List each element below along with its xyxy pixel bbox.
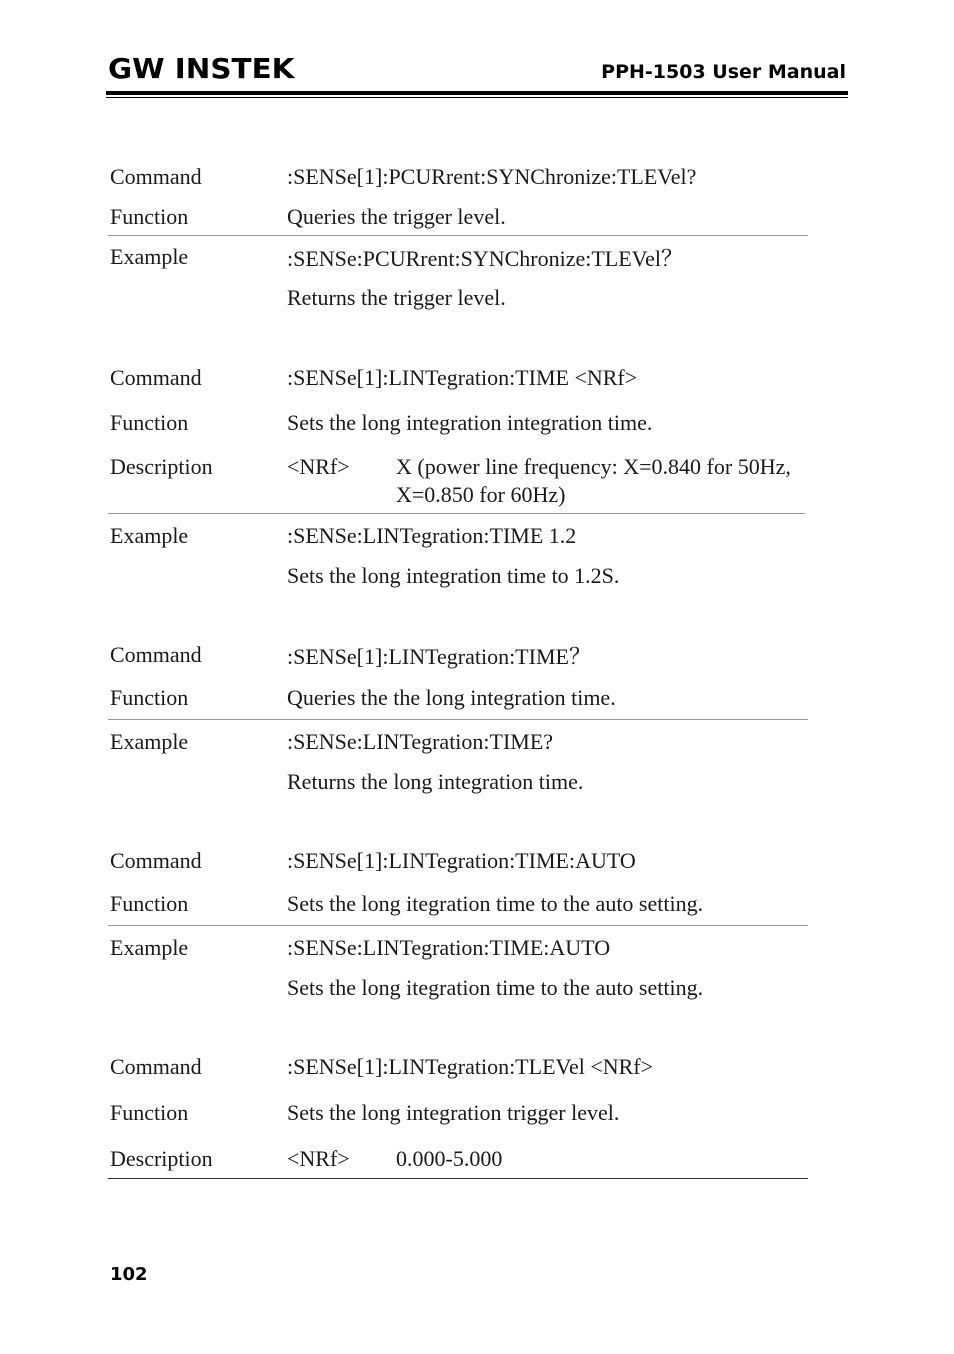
command-label: Command xyxy=(110,642,202,667)
command-label: Command xyxy=(110,1054,202,1079)
command-label: Command xyxy=(110,164,202,189)
example-note: Sets the long itegration time to the auto setting. xyxy=(287,975,704,1000)
example-text: :SENSe:PCURrent:SYNChronize:TLEVel？ xyxy=(287,246,683,271)
section-divider xyxy=(108,1178,808,1179)
param-name: <NRf> xyxy=(287,1146,350,1171)
example-label: Example xyxy=(110,729,189,754)
function-label: Function xyxy=(110,204,189,229)
function-label: Function xyxy=(110,410,189,435)
function-label: Function xyxy=(110,685,189,710)
manual-title: PPH-1503 User Manual xyxy=(601,61,846,83)
description-label: Description xyxy=(110,454,213,479)
example-text: :SENSe:LINTegration:TIME 1.2 xyxy=(287,523,577,548)
header-rule xyxy=(106,91,848,95)
command-label: Command xyxy=(110,365,202,390)
brand-logo: GW INSTEK xyxy=(108,52,295,85)
example-note: Sets the long integration time to 1.2S. xyxy=(287,563,620,588)
command-text: :SENSe[1]:LINTegration:TIME:AUTO xyxy=(287,848,636,873)
param-description: 0.000-5.000 xyxy=(396,1146,503,1171)
section-divider xyxy=(108,235,808,236)
function-text: Sets the long integration trigger level. xyxy=(287,1100,620,1125)
section-divider xyxy=(108,719,808,720)
function-text: Sets the long itegration time to the auto setting. xyxy=(287,891,704,916)
command-text: :SENSe[1]:PCURrent:SYNChronize:TLEVel? xyxy=(287,164,697,189)
example-label: Example xyxy=(110,935,189,960)
function-text: Queries the the long integration time. xyxy=(287,685,616,710)
example-note: Returns the trigger level. xyxy=(287,285,506,310)
command-text: :SENSe[1]:LINTegration:TIME <NRf> xyxy=(287,365,638,390)
section-divider xyxy=(108,925,808,926)
section-divider xyxy=(108,513,805,514)
function-text: Sets the long integration integration time. xyxy=(287,410,653,435)
param-description: X (power line frequency: X=0.840 for 50Hz, X=0.850 for 60Hz) xyxy=(396,454,791,507)
function-text: Queries the trigger level. xyxy=(287,204,506,229)
function-label: Function xyxy=(110,1100,189,1125)
header-rule-thin xyxy=(106,97,848,98)
function-label: Function xyxy=(110,891,189,916)
page-number: 102 xyxy=(110,1264,148,1285)
command-text: :SENSe[1]:LINTegration:TLEVel <NRf> xyxy=(287,1054,654,1079)
example-label: Example xyxy=(110,523,189,548)
command-label: Command xyxy=(110,848,202,873)
example-note: Returns the long integration time. xyxy=(287,769,584,794)
example-label: Example xyxy=(110,244,189,269)
example-text: :SENSe:LINTegration:TIME? xyxy=(287,729,554,754)
description-label: Description xyxy=(110,1146,213,1171)
example-text: :SENSe:LINTegration:TIME:AUTO xyxy=(287,935,611,960)
command-text: :SENSe[1]:LINTegration:TIME？ xyxy=(287,644,591,669)
param-name: <NRf> xyxy=(287,454,350,479)
